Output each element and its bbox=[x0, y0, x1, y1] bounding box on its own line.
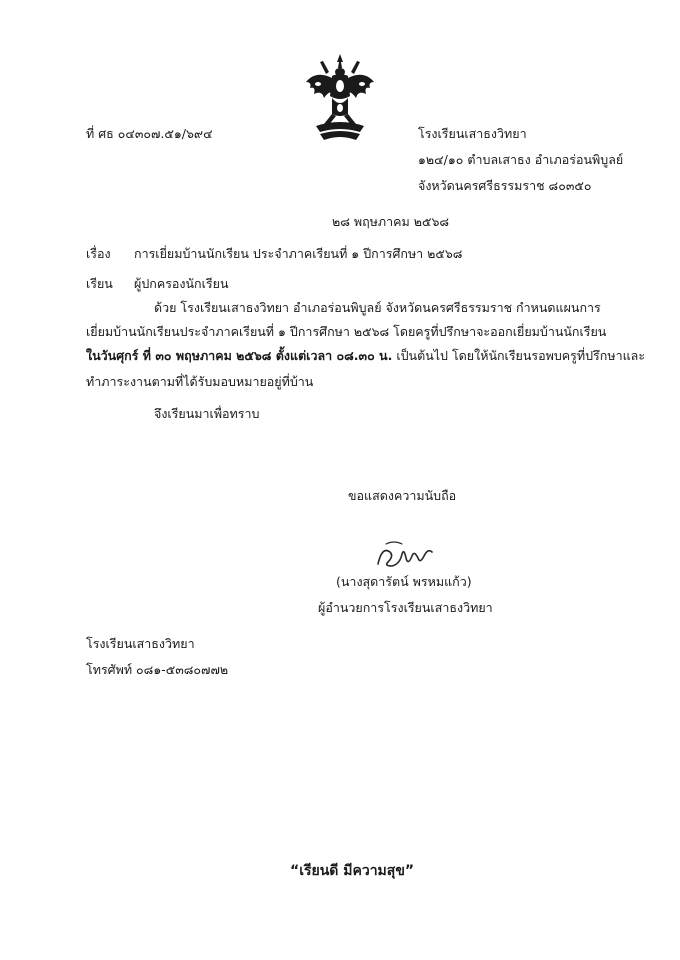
body-line-1: ด้วย โรงเรียนเสาธงวิทยา อำเภอร่อนพิบูลย์ จังหวัดนครศรีธรรมราช กำหนดแผนการ bbox=[154, 300, 601, 315]
recipient-label: เรียน bbox=[86, 276, 113, 291]
school-name: โรงเรียนเสาธงวิทยา bbox=[418, 126, 527, 141]
recipient-text: ผู้ปกครองนักเรียน bbox=[134, 276, 229, 291]
document-number: ที่ ศธ ๐๔๓๐๗.๕๑/๖๙๔ bbox=[86, 126, 213, 141]
subject-text: การเยี่ยมบ้านนักเรียน ประจำภาคเรียนที่ ๑ ปีการศึกษา ๒๕๖๘ bbox=[134, 246, 463, 261]
body-line-3 bbox=[86, 346, 645, 366]
signer-name: (นางสุดารัตน์ พรหมแก้ว) bbox=[336, 574, 472, 589]
address-line-2: จังหวัดนครศรีธรรมราช ๘๐๓๕๐ bbox=[418, 178, 592, 193]
closing-phrase: ขอแสดงความนับถือ bbox=[348, 488, 457, 503]
footer-phone: โทรศัพท์ ๐๘๑-๕๓๘๐๗๗๒ bbox=[86, 662, 229, 677]
garuda-emblem-icon bbox=[302, 52, 378, 142]
subject-label: เรื่อง bbox=[86, 246, 111, 261]
body-line-4: ทำภาระงานตามที่ได้รับมอบหมายอยู่ที่บ้าน bbox=[86, 374, 314, 389]
body-line-2: เยี่ยมบ้านนักเรียนประจำภาคเรียนที่ ๑ ปีการศึกษา ๒๕๖๘ โดยครูที่ปรึกษาจะออกเยี่ยมบ้านนักเรียน bbox=[86, 324, 607, 339]
signature-icon bbox=[372, 536, 436, 574]
body-line-3-rest: เป็นต้นไป โดยให้นักเรียนรอพบครูที่ปรึกษาและ bbox=[392, 348, 646, 363]
letter-date: ๒๘ พฤษภาคม ๒๕๖๘ bbox=[332, 214, 450, 229]
footer-school: โรงเรียนเสาธงวิทยา bbox=[86, 636, 195, 651]
school-motto: “เรียนดี มีความสุข” bbox=[290, 863, 415, 879]
visit-date-time: ในวันศุกร์ ที่ ๓๐ พฤษภาคม ๒๕๖๘ ตั้งแต่เวลา ๐๘.๓๐ น. bbox=[86, 348, 393, 363]
signer-title: ผู้อำนวยการโรงเรียนเสาธงวิทยา bbox=[318, 600, 493, 615]
closing-note: จึงเรียนมาเพื่อทราบ bbox=[154, 406, 260, 421]
address-line-1: ๑๒๔/๑๐ ตำบลเสาธง อำเภอร่อนพิบูลย์ bbox=[418, 152, 624, 167]
